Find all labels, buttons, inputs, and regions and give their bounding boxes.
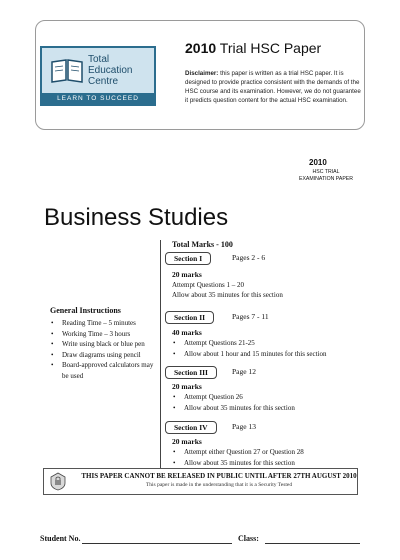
section-1-pages: Pages 2 - 6 xyxy=(232,253,266,262)
class-label: Class: xyxy=(238,534,259,543)
list-item: • Reading Time – 5 minutes xyxy=(50,318,158,329)
logo-line-1: Total xyxy=(88,54,110,65)
logo-line-2: Education xyxy=(88,65,133,76)
divider-line xyxy=(160,240,161,468)
logo-text xyxy=(88,54,154,87)
section-2-label: Section II xyxy=(165,311,214,324)
section-2-bullets xyxy=(172,338,327,359)
student-no-line[interactable] xyxy=(82,543,232,544)
total-marks: Total Marks - 100 xyxy=(172,240,233,249)
release-notice: THIS PAPER CANNOT BE RELEASED IN PUBLIC UNTIL AFTER 27TH AUGUST 2010 xyxy=(81,472,357,480)
section-4-label: Section IV xyxy=(165,421,217,434)
logo-line-3: Centre xyxy=(88,76,119,87)
section-2-pages: Pages 7 - 11 xyxy=(232,312,269,321)
section-3-bullets xyxy=(172,392,295,413)
exam-label: HSC TRIAL EXAMINATION PAPER xyxy=(299,169,353,182)
section-4-pages: Page 13 xyxy=(232,422,256,431)
list-item: • Working Time – 3 hours xyxy=(50,329,158,340)
list-item: • Attempt Questions 21-25 xyxy=(172,338,327,349)
general-instructions-title: General Instructions xyxy=(50,306,121,315)
exam-year: 2010 xyxy=(309,158,327,167)
section-4-bullets xyxy=(172,447,304,468)
list-item: • Attempt Question 26 xyxy=(172,392,295,403)
release-notice-sub: This paper is made in the understanding that it is a Security Tested xyxy=(145,482,293,488)
paper-title xyxy=(185,40,321,56)
disclaimer-text: this paper is written as a trial HSC paper. It is designed to provide practice consistent with the demands of the HSC course and its examination. However, we do not guarantee it predicts question content for the actual HSC examination. xyxy=(185,70,361,104)
list-item: • Board-approved calculators may be used xyxy=(50,360,158,381)
disclaimer-label: Disclaimer: xyxy=(185,70,219,77)
section-3-marks: 20 marks xyxy=(172,382,202,391)
section-4-marks: 20 marks xyxy=(172,437,202,446)
list-item: • Allow about 1 hour and 15 minutes for this section xyxy=(172,349,327,360)
tec-logo xyxy=(40,46,156,106)
disclaimer xyxy=(185,69,361,105)
section-1-line-1: Attempt Questions 1 – 20 xyxy=(172,281,244,289)
list-item: • Write using black or blue pen xyxy=(50,339,158,350)
security-seal-icon xyxy=(49,472,67,491)
list-item: • Allow about 35 minutes for this section xyxy=(172,458,304,469)
class-line[interactable] xyxy=(265,543,360,544)
logo-tagline: LEARN TO SUCCEED xyxy=(42,93,154,104)
list-item: • Draw diagrams using pencil xyxy=(50,350,158,361)
paper-title-text: Trial HSC Paper xyxy=(216,40,322,56)
general-instructions-list xyxy=(50,318,158,381)
section-1-marks: 20 marks xyxy=(172,270,202,279)
student-no-label: Student No. xyxy=(40,534,81,543)
list-item: • Attempt either Question 27 or Question 28 xyxy=(172,447,304,458)
section-3-pages: Page 12 xyxy=(232,367,256,376)
book-icon xyxy=(50,58,84,84)
paper-title-year: 2010 xyxy=(185,40,217,56)
subject-title: Business Studies xyxy=(44,204,229,231)
section-3-label: Section III xyxy=(165,366,217,379)
section-1-label: Section I xyxy=(165,252,211,265)
section-1-line-2: Allow about 35 minutes for this section xyxy=(172,291,283,299)
section-2-marks: 40 marks xyxy=(172,328,202,337)
list-item: • Allow about 35 minutes for this section xyxy=(172,403,295,414)
